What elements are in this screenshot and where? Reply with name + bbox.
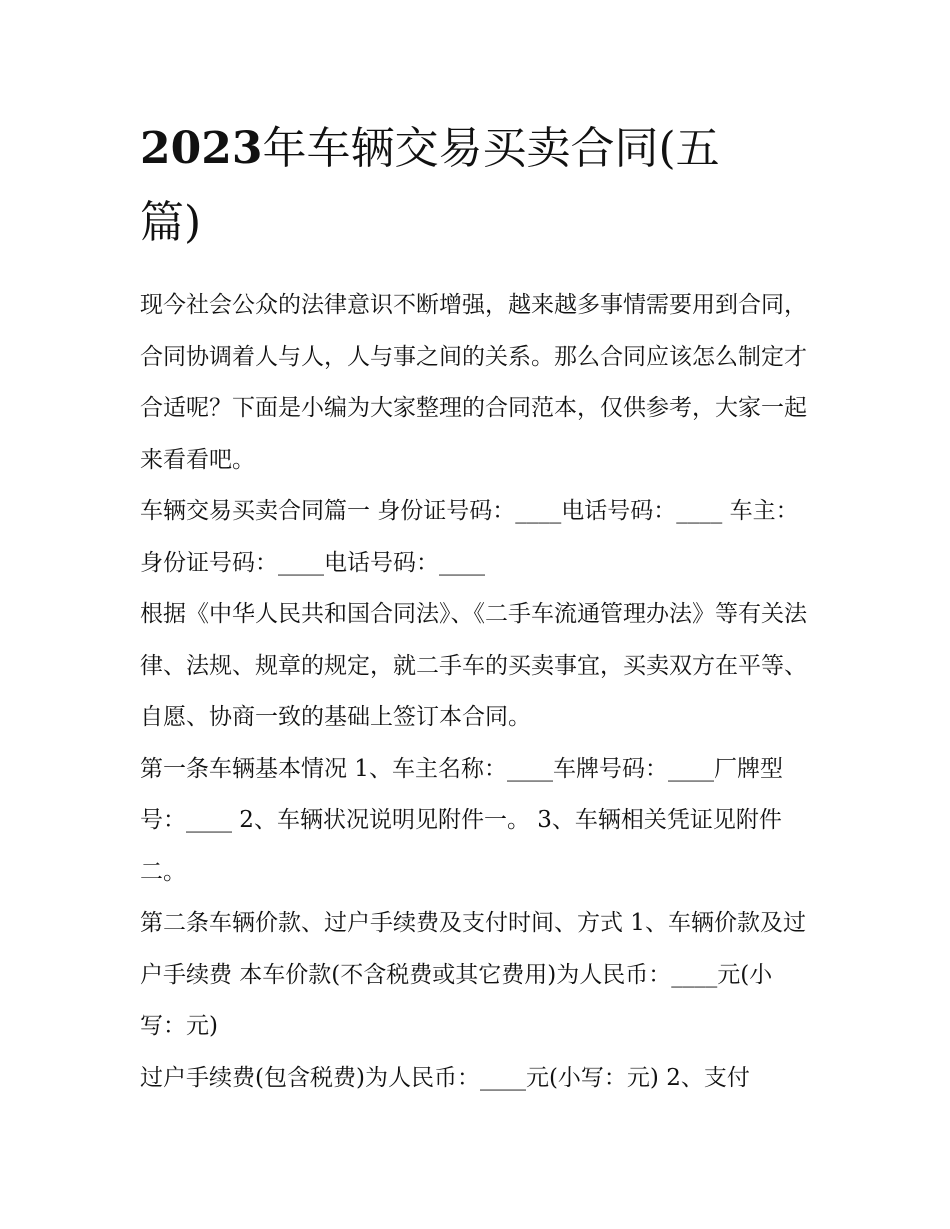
legal-basis-paragraph: 根据《中华人民共和国合同法》、《二手车流通管理办法》等有关法律、法规、规章的规定，就二手车的买卖事宜，买卖双方在平等、自愿、协商一致的基础上签订本合同。 — [140, 601, 807, 730]
document-body — [140, 280, 812, 1104]
document-page — [140, 112, 812, 1104]
contract-heading-paragraph: 车辆交易买卖合同篇一 身份证号码：____电话号码：____ 车主： 身份证号码：____电话号码：____ — [140, 498, 799, 576]
article-two-paragraph: 第二条车辆价款、过户手续费及支付时间、方式 1、车辆价款及过户手续费 本车价款(不含税费或其它费用)为人民币：____元(小写：元) — [140, 910, 806, 1039]
article-one-paragraph: 第一条车辆基本情况 1、车主名称：____车牌号码：____厂牌型号：____ 2、车辆状况说明见附件一。 3、车辆相关凭证见附件二。 — [140, 755, 783, 885]
title-year: 2023 — [140, 123, 263, 174]
title-text: 年车辆交易买卖合同(五篇) — [140, 123, 720, 248]
intro-paragraph: 现今社会公众的法律意识不断增强，越来越多事情需要用到合同，合同协调着人与人，人与事之间的关系。那么合同应该怎么制定才合适呢？下面是小编为大家整理的合同范本，仅供参考，大家一起来看看吧。 — [140, 292, 807, 473]
document-title — [140, 112, 780, 260]
transfer-fee-paragraph: 过户手续费(包含税费)为人民币：____元(小写：元) 2、支付 — [140, 1064, 750, 1091]
